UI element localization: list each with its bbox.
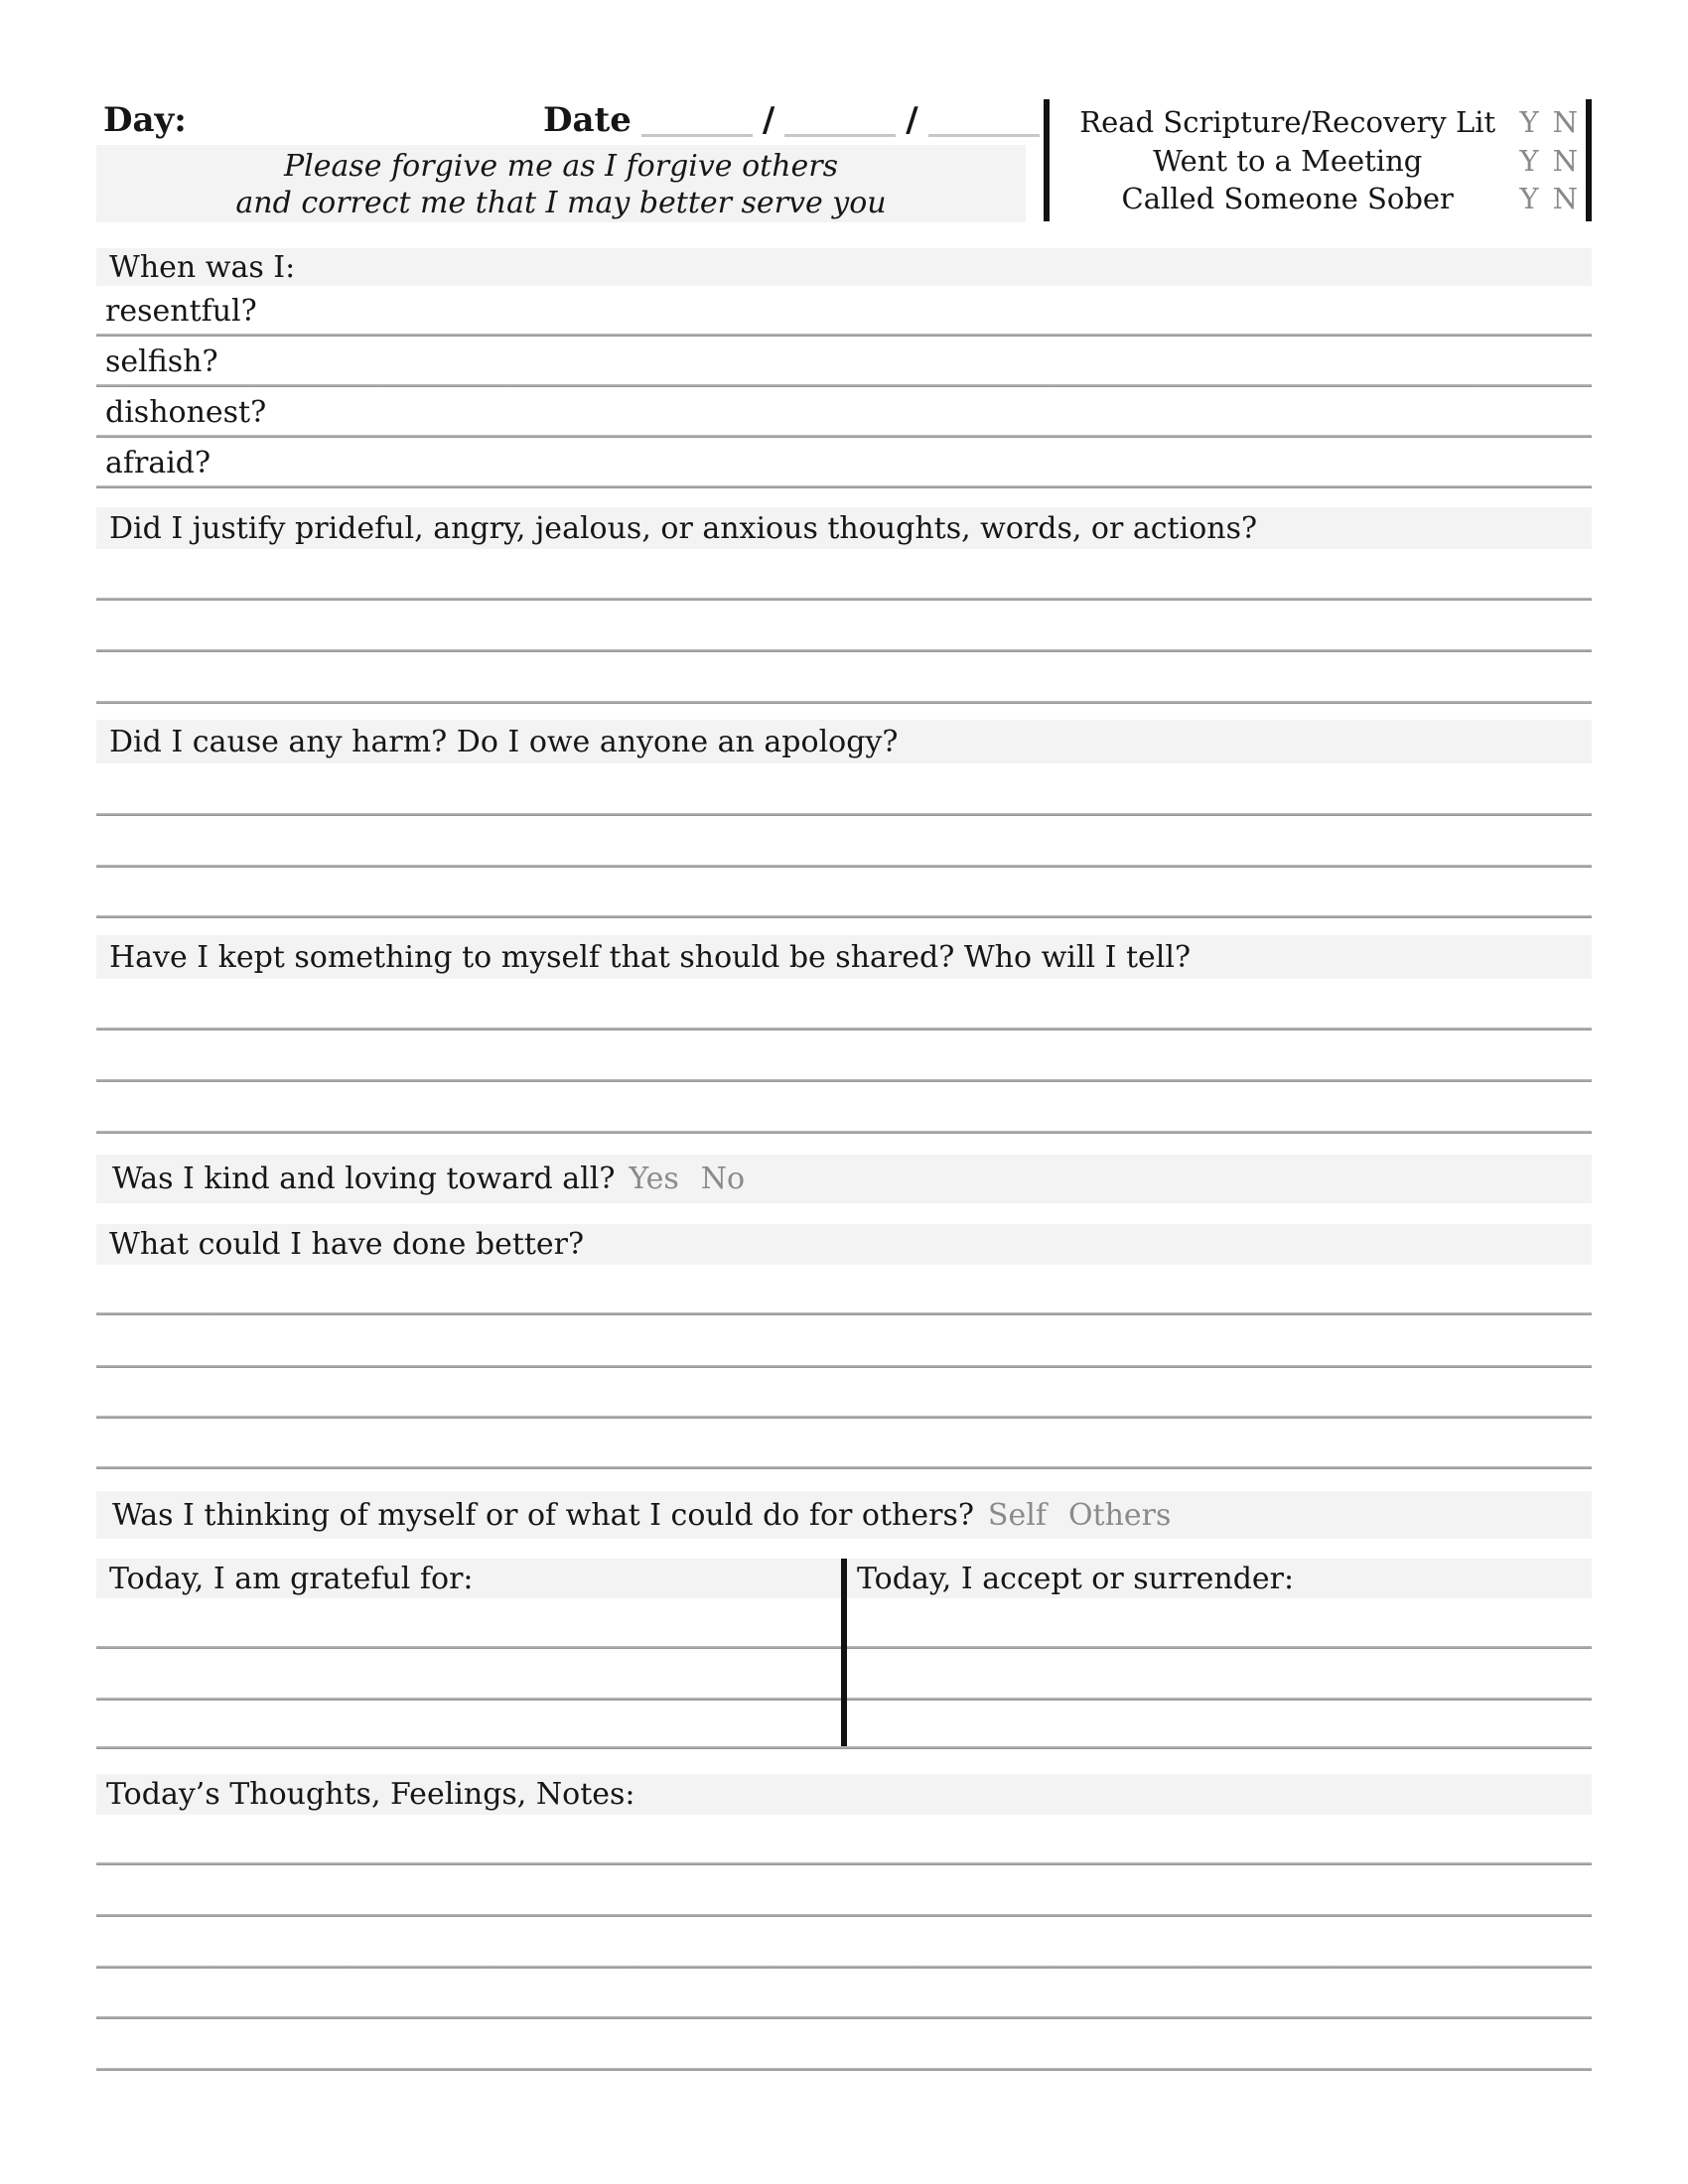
question-kept-header: Have I kept something to myself that should be shared? Who will I tell? — [96, 935, 1592, 979]
prayer-text — [96, 145, 1026, 222]
writing-line[interactable] — [96, 1312, 1592, 1315]
grateful-header: Today, I am grateful for: — [96, 1559, 841, 1598]
date-slash: / — [762, 100, 775, 140]
yes-option[interactable]: Y — [1519, 143, 1539, 178]
notes-writing-line[interactable] — [96, 2016, 1592, 2019]
yes-no-options — [1519, 144, 1580, 178]
no-option[interactable]: No — [700, 1161, 746, 1196]
notes-writing-line[interactable] — [96, 1914, 1592, 1917]
when-item-afraid: afraid? — [105, 446, 211, 480]
date-month-field[interactable] — [641, 134, 753, 137]
writing-line[interactable] — [96, 865, 1592, 868]
checklist-row-meeting — [1055, 144, 1580, 178]
writing-line[interactable] — [96, 813, 1592, 816]
writing-line[interactable] — [96, 1027, 1592, 1030]
self-option[interactable]: Self — [987, 1497, 1047, 1533]
date-year-field[interactable] — [928, 134, 1040, 137]
writing-line[interactable] — [96, 701, 1592, 704]
writing-line[interactable] — [96, 1079, 1592, 1082]
checklist-item-label: Went to a Meeting — [1153, 143, 1423, 178]
checklist-item-label: Read Scripture/Recovery Lit — [1079, 105, 1496, 140]
yes-option[interactable]: Y — [1519, 105, 1539, 140]
question-justify-header: Did I justify prideful, angry, jealous, or anxious thoughts, words, or actions? — [96, 507, 1592, 549]
writing-line[interactable] — [96, 1416, 1592, 1419]
notes-writing-line[interactable] — [96, 1966, 1592, 1969]
notes-header: Today’s Thoughts, Feelings, Notes: — [96, 1774, 1592, 1815]
writing-line[interactable] — [96, 598, 1592, 601]
grateful-writing-line[interactable] — [96, 1646, 841, 1649]
yes-option[interactable]: Y — [1519, 181, 1539, 215]
surrender-writing-line[interactable] — [847, 1698, 1592, 1701]
answer-line-selfish[interactable] — [96, 384, 1592, 387]
writing-line[interactable] — [96, 1365, 1592, 1368]
question-thinking-header — [96, 1491, 1592, 1539]
surrender-header: Today, I accept or surrender: — [847, 1559, 1592, 1598]
date-label: Date — [543, 100, 632, 140]
answer-line-afraid[interactable] — [96, 485, 1592, 488]
answer-line-dishonest[interactable] — [96, 435, 1592, 438]
grateful-writing-line[interactable] — [96, 1698, 841, 1701]
writing-line[interactable] — [96, 1746, 1592, 1749]
question-thinking-text: Was I thinking of myself or of what I could do for others? — [112, 1497, 974, 1533]
notes-writing-line[interactable] — [96, 1862, 1592, 1865]
writing-line[interactable] — [96, 1466, 1592, 1469]
checklist-row-read-lit — [1055, 105, 1580, 139]
writing-line[interactable] — [96, 1131, 1592, 1134]
no-option[interactable]: N — [1552, 105, 1578, 140]
date-day-field[interactable] — [784, 134, 896, 137]
when-item-dishonest: dishonest? — [105, 395, 267, 430]
surrender-writing-line[interactable] — [847, 1646, 1592, 1649]
question-kind-text: Was I kind and loving toward all? — [112, 1161, 616, 1196]
writing-line[interactable] — [96, 649, 1592, 652]
prayer-line-2: and correct me that I may better serve you — [235, 186, 887, 220]
when-was-i-header: When was I: — [96, 248, 1592, 286]
yes-no-options — [1519, 182, 1580, 215]
yes-no-options — [1519, 105, 1580, 139]
when-item-resentful: resentful? — [105, 294, 257, 329]
checklist-row-called-sober — [1055, 182, 1580, 215]
no-option[interactable]: N — [1552, 143, 1578, 178]
when-item-selfish: selfish? — [105, 344, 218, 379]
date-group — [543, 99, 1040, 141]
no-option[interactable]: N — [1552, 181, 1578, 215]
prayer-line-1: Please forgive me as I forgive others — [283, 149, 839, 184]
yes-option[interactable]: Yes — [629, 1161, 679, 1196]
checklist-item-label: Called Someone Sober — [1121, 181, 1454, 215]
day-label: Day: — [103, 100, 187, 140]
notes-writing-line[interactable] — [96, 2068, 1592, 2071]
others-option[interactable]: Others — [1067, 1497, 1172, 1533]
question-better-header: What could I have done better? — [96, 1224, 1592, 1265]
question-harm-header: Did I cause any harm? Do I owe anyone an apology? — [96, 720, 1592, 763]
column-divider — [841, 1559, 847, 1749]
date-slash: / — [906, 100, 918, 140]
question-kind-header — [96, 1155, 1592, 1203]
writing-line[interactable] — [96, 915, 1592, 918]
daily-checklist-box — [1044, 99, 1592, 221]
answer-line-resentful[interactable] — [96, 334, 1592, 337]
